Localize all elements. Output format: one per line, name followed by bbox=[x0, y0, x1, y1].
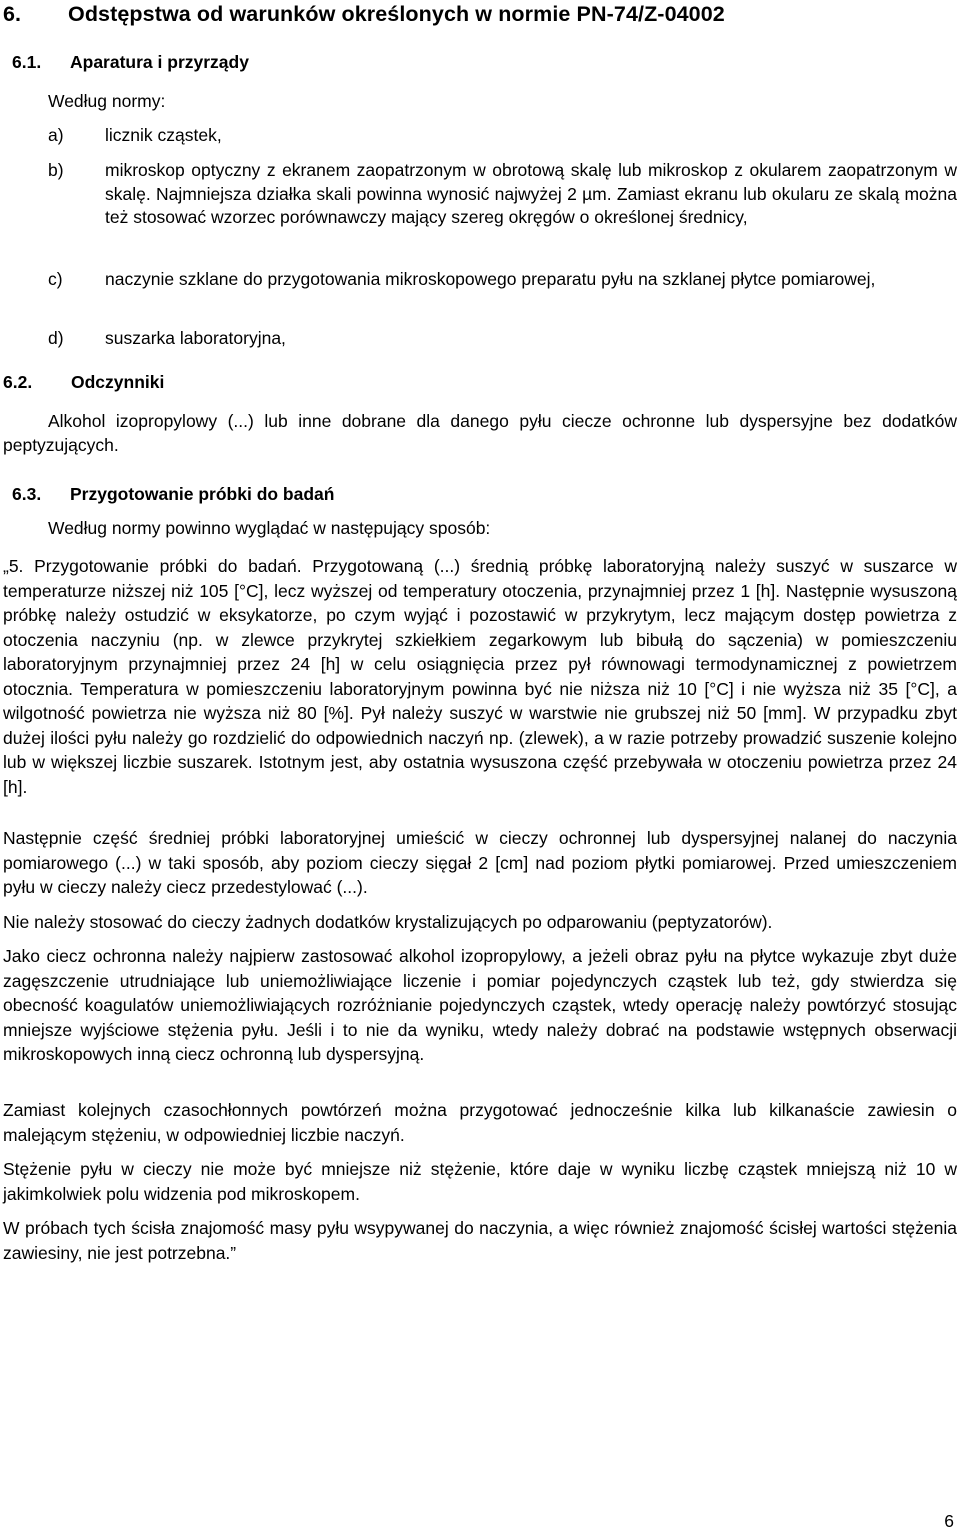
section-number: 6. bbox=[3, 2, 22, 26]
section-title: Odstępstwa od warunków określonych w normie PN-74/Z-04002 bbox=[68, 2, 725, 26]
list-item-text: licznik cząstek, bbox=[105, 125, 222, 145]
list-item-label: d) bbox=[48, 328, 64, 348]
quote-paragraph: Nie należy stosować do cieczy żadnych dodatków krystalizujących po odparowaniu (peptyzatorów). bbox=[3, 912, 773, 932]
section-number: 6.3. bbox=[12, 484, 42, 504]
list-item-text: mikroskop optyczny z ekranem zaopatrzonym w obrotową skalę lub mikroskop z okularem zaopatrzonym w skalę. Najmniejsza działka skali powinna wynosić najwyżej 2 µm. Zamiast ekranu lub okularu ze skalą można też stosować wzorzec porównawczy mający szereg okręgów o określonej średnicy, bbox=[105, 160, 957, 227]
list-item-label: c) bbox=[48, 269, 63, 289]
section-title: Odczynniki bbox=[71, 372, 165, 392]
list-item bbox=[48, 268, 957, 292]
section-6-3-heading bbox=[12, 484, 334, 505]
norm-intro: Według normy powinno wyglądać w następujący sposób: bbox=[48, 518, 491, 538]
list-item bbox=[48, 327, 957, 351]
list-item-label: a) bbox=[48, 125, 64, 145]
section-6-1-heading bbox=[12, 52, 249, 73]
norm-intro: Według normy: bbox=[48, 91, 166, 111]
section-number: 6.2. bbox=[3, 372, 33, 392]
section-title: Przygotowanie próbki do badań bbox=[70, 484, 335, 504]
list-item-label: b) bbox=[48, 160, 64, 180]
quote-paragraph: „5. Przygotowanie próbki do badań. Przygotowaną (...) średnią próbkę laboratoryjną należy suszyć w suszarce w temperaturze niższej niż 105 [°C], lecz wyższej od temperatury otoczenia, przynajmniej przez 1 [h]. Następnie wysuszoną próbkę należy ostudzić w eksykatorze, po czym wyjąć i pozostawić w przykrytym, lecz mającym dostęp powietrza z otoczenia naczyniu (np. w zlewce przykrytej szkiełkiem zegarkowym lub bibułą do sączenia) w pomieszczeniu laboratoryjnym przynajmniej przez 24 [h] w celu osiągnięcia przez pył równowagi termodynamicznej z powietrzem otocznia. Temperatura w pomieszczeniu laboratoryjnym powinna być nie niższa niż 10 [°C] i nie wyższa niż 35 [°C], a wilgotność powietrza nie wyższa niż 80 [%]. Pył należy suszyć w warstwie nie grubszej niż 50 [mm]. W przypadku zbyt dużej ilości pyłu należy go rozdzielić do odpowiednich naczyń np. (zlewek), a w razie potrzeby prowadzić suszenie kolejno lub w większej liczbie suszarek. Istotnym jest, aby ostatnia wysuszona część przebywała w otoczeniu powietrza przez 24 [h]. bbox=[3, 556, 957, 797]
quote-paragraph: W próbach tych ścisła znajomość masy pyłu wsypywanej do naczynia, a więc również znajomość ścisłej wartości stężenia zawiesiny, nie jest potrzebna.” bbox=[3, 1218, 957, 1263]
quote-paragraph: Zamiast kolejnych czasochłonnych powtórzeń można przygotować jednocześnie kilka lub kilkanaście zawiesin o malejącym stężeniu, w odpowiedniej liczbie naczyń. bbox=[3, 1100, 957, 1145]
page-number: 6 bbox=[944, 1511, 954, 1531]
list-item bbox=[48, 159, 957, 230]
reagents-text: Alkohol izopropylowy (...) lub inne dobrane dla danego pyłu ciecze ochronne lub dyspersyjne bez dodatków peptyzujących. bbox=[3, 411, 957, 455]
quote-paragraph: Stężenie pyłu w cieczy nie może być mniejsze niż stężenie, które daje w wyniku liczbę cząstek mniejszą niż 10 w jakimkolwiek polu widzenia pod mikroskopem. bbox=[3, 1159, 957, 1204]
section-6-heading bbox=[3, 2, 725, 27]
list-item-text: suszarka laboratoryjna, bbox=[105, 328, 286, 348]
quote-paragraph: Następnie część średniej próbki laboratoryjnej umieścić w cieczy ochronnej lub dyspersyjnej nalanej do naczynia pomiarowego (...) w taki sposób, aby poziom cieczy sięgał 2 [cm] nad poziom płytki pomiarowej. Przed umieszczeniem pyłu w cieczy należy ciecz przedestylować (...). bbox=[3, 828, 957, 897]
list-item-text: naczynie szklane do przygotowania mikroskopowego preparatu pyłu na szklanej płytce pomiarowej, bbox=[105, 269, 876, 289]
section-title: Aparatura i przyrządy bbox=[70, 52, 249, 72]
list-item bbox=[48, 124, 957, 148]
section-6-2-heading bbox=[3, 372, 164, 393]
section-number: 6.1. bbox=[12, 52, 42, 72]
quote-paragraph: Jako ciecz ochronna należy najpierw zastosować alkohol izopropylowy, a jeżeli obraz pyłu na płytce wykazuje zbyt duże zagęszczenie utrudniające lub uniemożliwiające liczenie i pomiar pojedynczych cząstek lub też, gdy stwierdza się obecność koagulatów uniemożliwiających rozróżnianie pojedynczych cząstek, wtedy operację należy powtórzyć stosując mniejsze wyjściowe stężenia pyłu. Jeśli i to nie da wyniku, wtedy należy dobrać na podstawie wstępnych obserwacji mikroskopowych inną ciecz ochronną lub dyspersyjną. bbox=[3, 946, 957, 1064]
